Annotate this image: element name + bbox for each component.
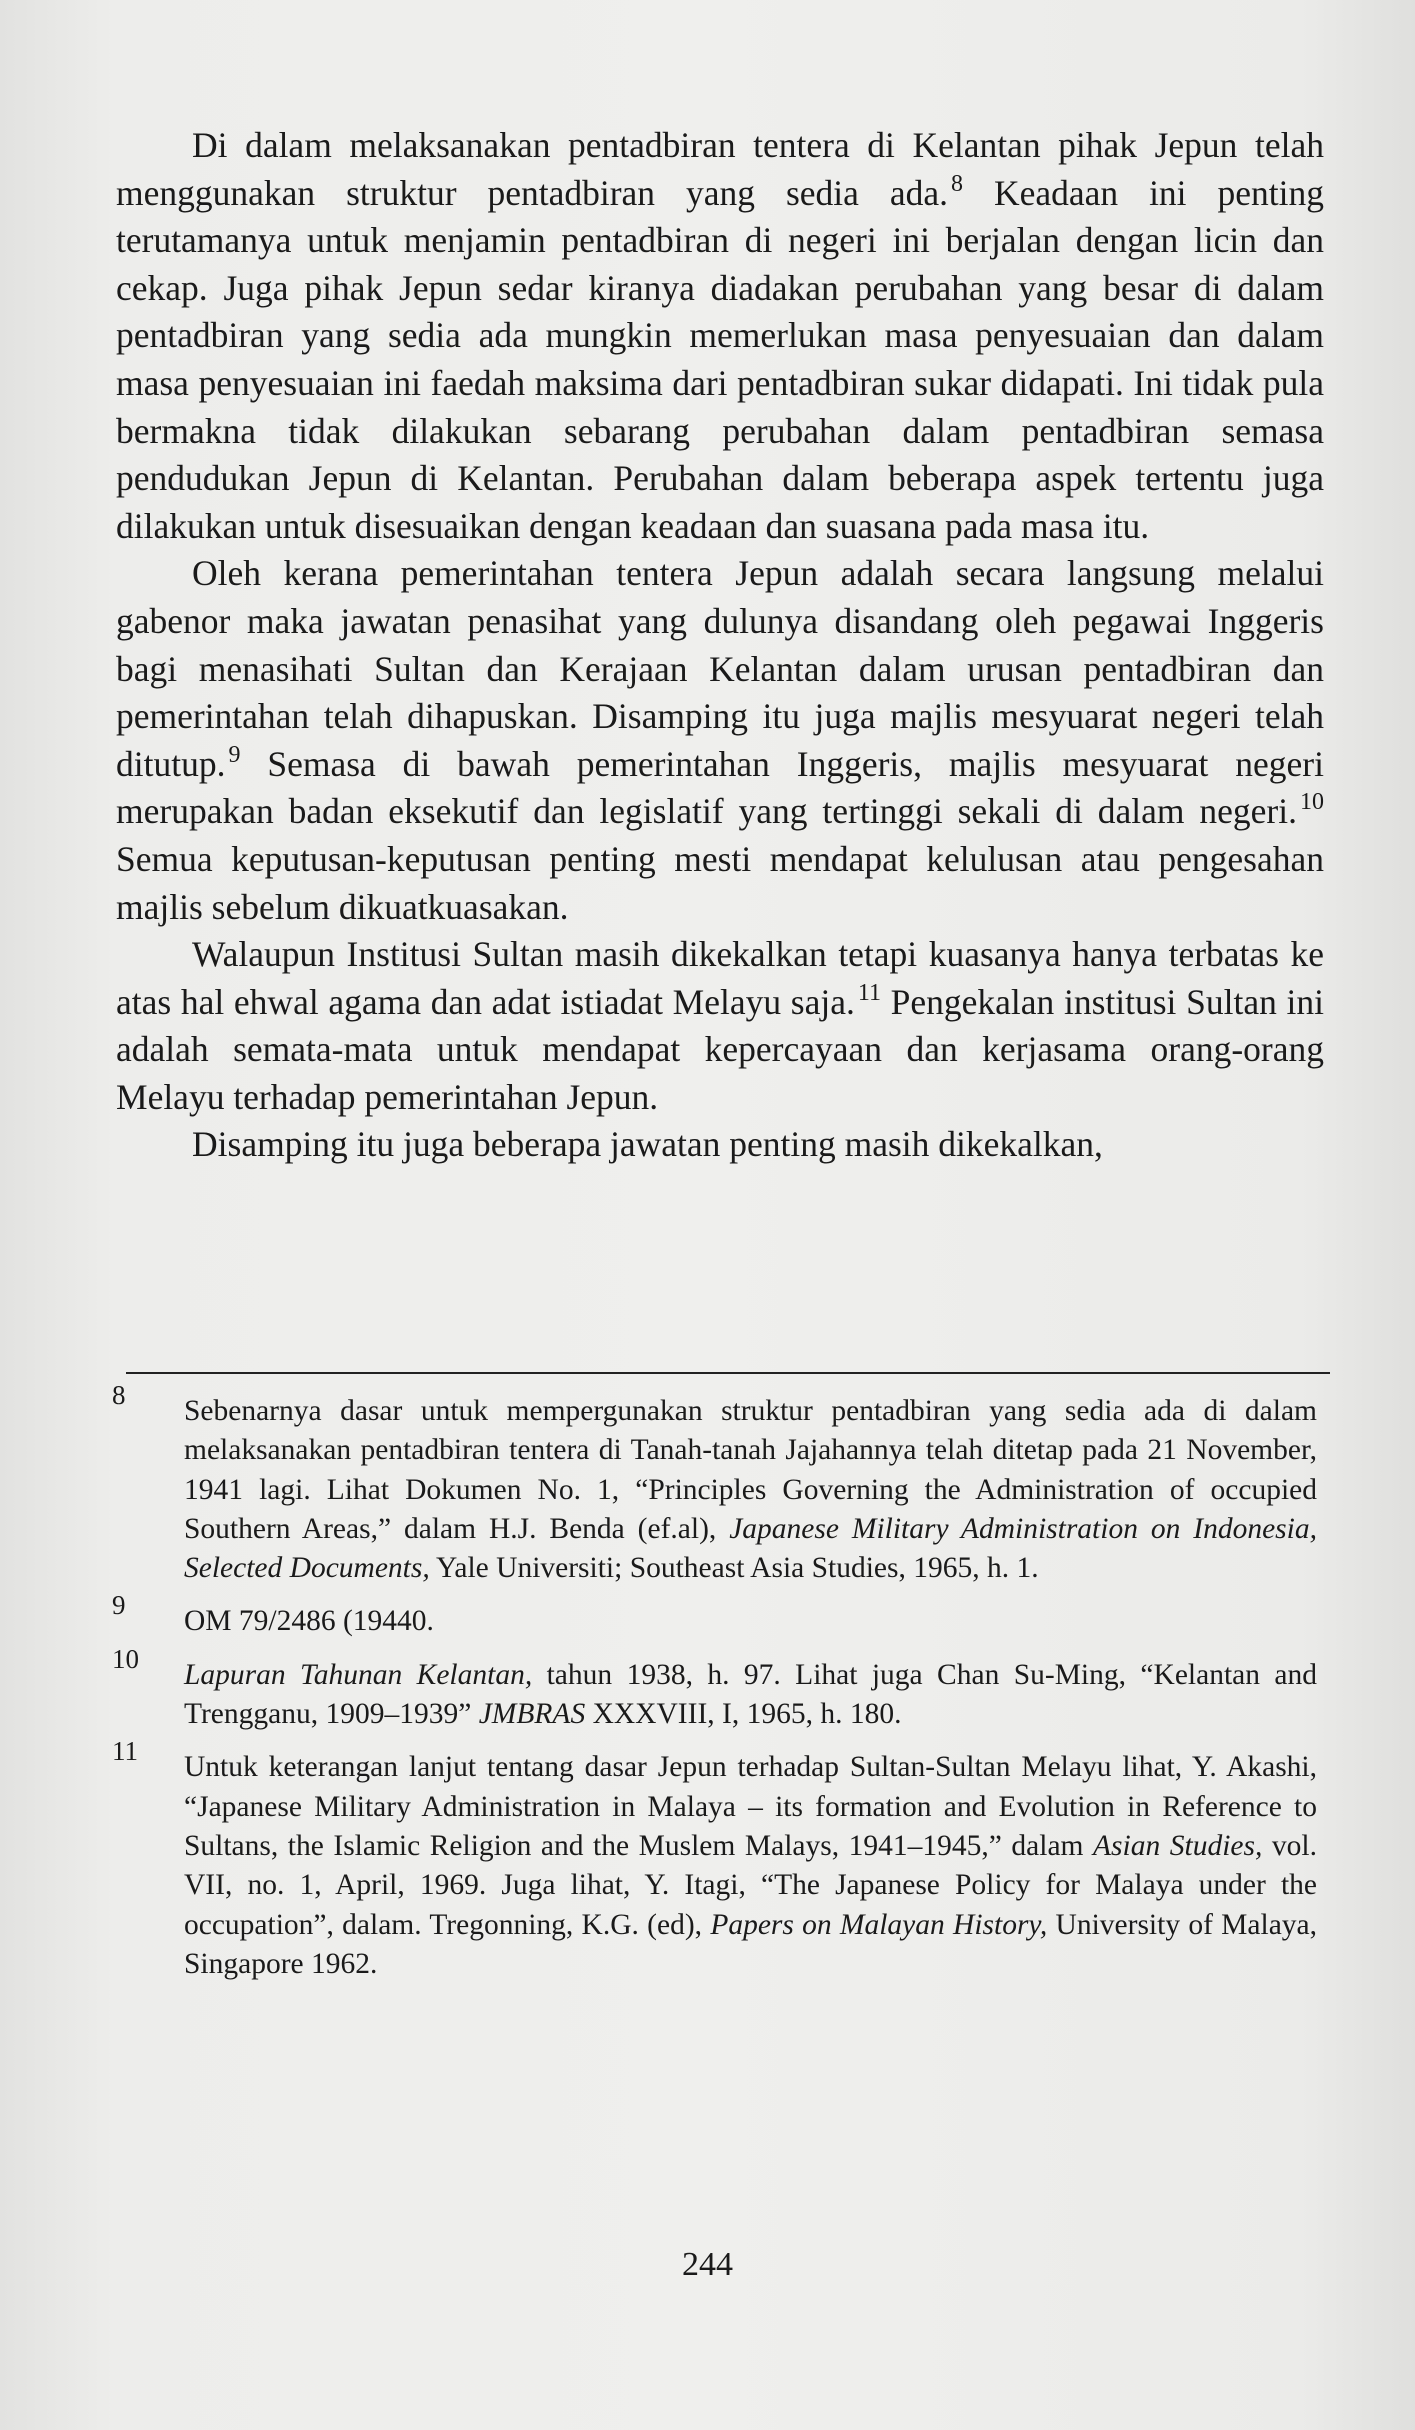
paragraph-4	[116, 1121, 1324, 1169]
paragraph-1	[116, 122, 1324, 550]
footnote-text-a: OM 79/2486 (19440.	[184, 1605, 434, 1638]
paragraph-2-text-b: Semasa di bawah pemerintahan Inggeris, majlis mesyuarat negeri merupakan badan eksekutif dan legislatif yang tertinggi sekali di dalam negeri.	[116, 743, 1324, 832]
footnote-text	[184, 1748, 1317, 1984]
paragraph-3	[116, 931, 1324, 1121]
footnote-text-b: tahun 1938, h. 97. Lihat juga Chan Su-Ming, “Kelantan and Trengganu, 1909–1939”	[184, 1658, 1317, 1731]
paragraph-3-text-a: Walaupun Institusi Sultan masih dikekalkan tetapi kuasanya hanya terbatas ke atas hal ehwal agama dan adat istiadat Melayu saja.	[116, 934, 1324, 1022]
footnote-ref-9[interactable]: 9	[228, 741, 241, 768]
footnote-number: 11	[112, 1736, 138, 1767]
paragraph-3-text-b: Pengekalan institusi Sultan ini adalah semata-mata untuk mendapat kepercayaan dan kerjasama orang-orang Melayu terhadap pemerintahan Jepun.	[116, 981, 1324, 1117]
footnote-9	[112, 1590, 1317, 1641]
footnote-book-title: Papers on Malayan History,	[710, 1908, 1048, 1941]
paragraph-4-text: Disamping itu juga beberapa jawatan penting masih dikekalkan,	[192, 1124, 1103, 1165]
paragraph-2	[116, 550, 1324, 931]
paragraph-1-text-a: Di dalam melaksanakan pentadbiran tentera di Kelantan pihak Jepun telah menggunakan struktur pentadbiran yang sedia ada.	[116, 125, 1324, 213]
footnote-8	[112, 1380, 1317, 1588]
footnote-text	[184, 1392, 1317, 1588]
footnote-11	[112, 1736, 1318, 1984]
footnote-title: Lapuran Tahunan Kelantan,	[184, 1658, 533, 1691]
footnote-number: 9	[112, 1590, 126, 1621]
paragraph-1-text-b: Keadaan ini penting terutamanya untuk menjamin pentadbiran di negeri ini berjalan dengan licin dan cekap. Juga pihak Jepun sedar kiranya diadakan perubahan yang besar di dalam pentadbiran yang sedia ada mungkin memerlukan masa penyesuaian dan dalam masa penyesuaian ini faedah maksima dari pentadbiran sukar didapati. Ini tidak pula bermakna tidak dilakukan sebarang perubahan dalam pentadbiran semasa pendudukan Jepun di Kelantan. Perubahan dalam beberapa aspek tertentu juga dilakukan untuk disesuaikan dengan keadaan dan suasana pada masa itu.	[116, 172, 1324, 546]
footnote-text	[184, 1602, 1317, 1641]
footnote-ref-10[interactable]: 10	[1300, 789, 1324, 816]
footnote-text-b: vol. VII, no. 1, April, 1969. Juga lihat, Y. Itagi, “The Japanese Policy for Malaya under the occupation”, dalam. Tregonning, K.G. (ed),	[184, 1829, 1317, 1941]
footnote-10	[112, 1643, 1317, 1735]
footnote-number: 10	[112, 1643, 139, 1674]
footnote-title: Japanese Military Administration on Indonesia, Selected Documents,	[184, 1512, 1317, 1585]
footnote-divider	[126, 1372, 1330, 1374]
footnote-ref-11[interactable]: 11	[857, 979, 881, 1006]
footnote-text	[184, 1656, 1317, 1735]
footnote-text-a: Untuk keterangan lanjut tentang dasar Jepun terhadap Sultan-Sultan Melayu lihat, Y. Akashi, “Japanese Military Administration in Malaya – its formation and Evolution in Reference to Sultans, the Islamic Religion and the Muslem Malays, 1941–1945,” dalam	[184, 1751, 1317, 1862]
paragraph-2-text-a: Oleh kerana pemerintahan tentera Jepun adalah secara langsung melalui gabenor maka jawatan penasihat yang dulunya disandang oleh pegawai Inggeris bagi menasihati Sultan dan Kerajaan Kelantan dalam urusan pentadbiran dan pemerintahan telah dihapuskan. Disamping itu juga majlis mesyuarat negeri telah ditutup.	[116, 553, 1324, 784]
footnote-ref-8[interactable]: 8	[951, 170, 963, 197]
footnotes	[112, 1380, 1318, 1990]
footnote-text-a: Sebenarnya dasar untuk mempergunakan struktur pentadbiran yang sedia ada di dalam melaksanakan pentadbiran tentera di Tanah-tanah Jajahannya telah ditetap pada 21 November, 1941 lagi. Lihat Dokumen No. 1, “Principles Governing the Administration of occupied Southern Areas,” dalam H.J. Benda (ef.al),	[184, 1395, 1317, 1545]
footnote-text-c: University of Malaya, Singapore 1962.	[184, 1908, 1318, 1980]
footnote-journal: JMBRAS	[478, 1698, 586, 1731]
footnote-text-c: XXXVIII, I, 1965, h. 180.	[585, 1698, 902, 1731]
page-number: 244	[682, 2246, 733, 2283]
paragraph-2-text-c: Semua keputusan-keputusan penting mesti mendapat kelulusan atau pengesahan majlis sebelum dikuatkuasakan.	[116, 838, 1324, 927]
footnote-text-b: Yale Universiti; Southeast Asia Studies, 1965, h. 1.	[429, 1552, 1039, 1585]
footnote-number: 8	[112, 1380, 126, 1410]
footnote-journal: Asian Studies,	[1093, 1829, 1263, 1862]
body-text	[116, 122, 1324, 1169]
